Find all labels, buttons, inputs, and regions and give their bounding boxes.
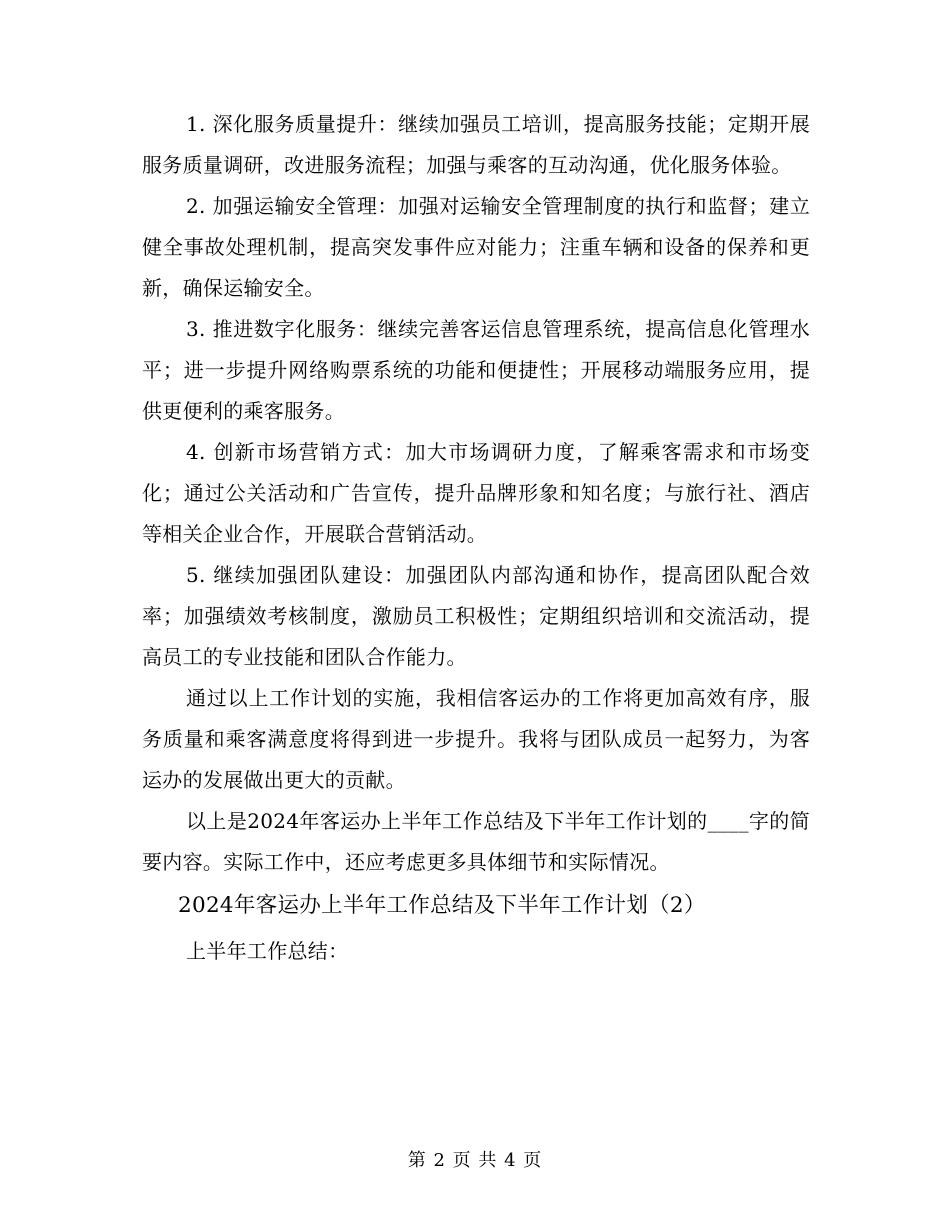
conclusion-paragraph: 通过以上工作计划的实施，我相信客运办的工作将更加高效有序，服务质量和乘客满意度将得到进一步提升。我将与团队成员一起努力，为客运办的发展做出更大的贡献。 xyxy=(142,686,810,792)
plan-item-3: 3. 推进数字化服务：继续完善客运信息管理系统，提高信息化管理水平；进一步提升网络购票系统的功能和便捷性；开展移动端服务应用，提供更便利的乘客服务。 xyxy=(142,317,810,423)
plan-item-1: 1. 深化服务质量提升：继续加强员工培训，提高服务技能；定期开展服务质量调研，改进服务流程；加强与乘客的互动沟通，优化服务体验。 xyxy=(142,112,810,177)
page-number-footer: 第 2 页 共 4 页 xyxy=(407,1150,543,1171)
document-body xyxy=(142,104,810,973)
section-title: 2024年客运办上半年工作总结及下半年工作计划（2） xyxy=(178,893,706,918)
plan-item-4: 4. 创新市场营销方式：加大市场调研力度，了解乘客需求和市场变化；通过公关活动和广告宣传，提升品牌形象和知名度；与旅行社、酒店等相关企业合作，开展联合营销活动。 xyxy=(142,440,810,546)
subheading: 上半年工作总结： xyxy=(186,939,349,963)
summary-note-paragraph: 以上是2024年客运办上半年工作总结及下半年工作计划的____字的简要内容。实际工作中，还应考虑更多具体细节和实际情况。 xyxy=(142,809,810,874)
plan-item-5: 5. 继续加强团队建设：加强团队内部沟通和协作，提高团队配合效率；加强绩效考核制度，激励员工积极性；定期组织培训和交流活动，提高员工的专业技能和团队合作能力。 xyxy=(142,563,810,669)
plan-item-2: 2. 加强运输安全管理：加强对运输安全管理制度的执行和监督；建立健全事故处理机制，提高突发事件应对能力；注重车辆和设备的保养和更新，确保运输安全。 xyxy=(142,194,810,300)
